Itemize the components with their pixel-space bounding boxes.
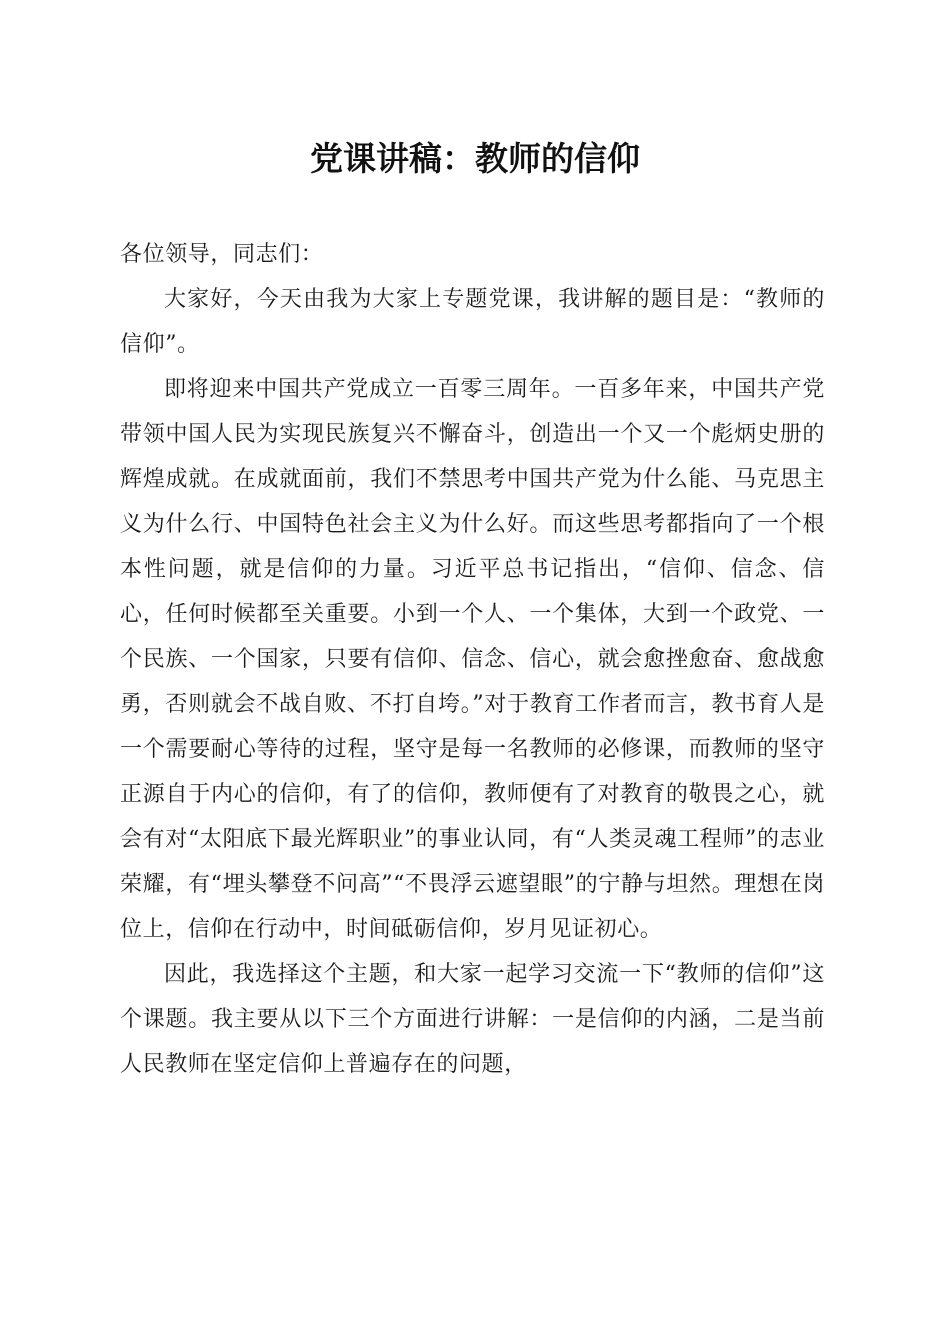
salutation: 各位领导，同志们： xyxy=(120,242,324,267)
paragraph-outline: 因此，我选择这个主题，和大家一起学习交流一下“教师的信仰”这个课题。我主要从以下三个方面进行讲解：一是信仰的内涵，二是当前人民教师在坚定信仰上普遍存在的问题， xyxy=(120,962,825,1077)
paragraph-background: 即将迎来中国共产党成立一百零三周年。一百多年来，中国共产党带领中国人民为实现民族复兴不懈奋斗，创造出一个又一个彪炳史册的辉煌成就。在成就面前，我们不禁思考中国共产党为什么能、马克思主义为什么行、中国特色社会主义为什么好。而这些思考都指向了一个根本性问题，就是信仰的力量。习近平总书记指出，“信仰、信念、信心，任何时候都至关重要。小到一个人、一个集体，大到一个政党、一个民族、一个国家，只要有信仰、信念、信心，就会愈挫愈奋、愈战愈勇，否则就会不战自败、不打自垮。”对于教育工作者而言，教书育人是一个需要耐心等待的过程，坚守是每一名教师的必修课，而教师的坚守正源自于内心的信仰，有了的信仰，教师便有了对教育的敬畏之心，就会有对“太阳底下最光辉职业”的事业认同，有“人类灵魂工程师”的志业荣耀，有“埋头攀登不问高”“不畏浮云遮望眼”的宁静与坦然。理想在岗位上，信仰在行动中，时间砥砺信仰，岁月见证初心。 xyxy=(120,377,825,942)
document-body xyxy=(120,232,825,1087)
paragraph-intro: 大家好，今天由我为大家上专题党课，我讲解的题目是：“教师的信仰”。 xyxy=(120,287,825,357)
document-title: 党课讲稿：教师的信仰 xyxy=(310,139,640,178)
